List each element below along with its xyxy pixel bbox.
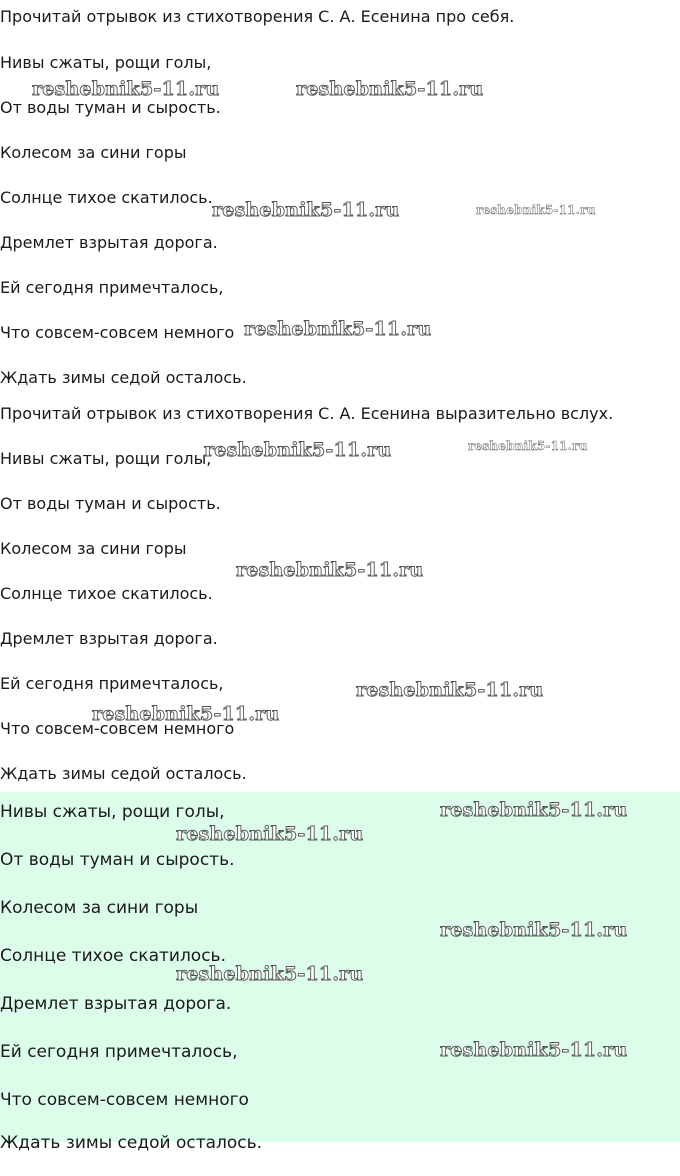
poem-line: Колесом за сини горы [0, 898, 199, 918]
poem-line: Дремлет взрытая дорога. [0, 233, 218, 252]
watermark: reshebnik5-11.ru [476, 203, 596, 217]
poem-line: Солнце тихое скатилось. [0, 584, 213, 603]
watermark: reshebnik5-11.ru [296, 78, 484, 100]
poem-line: Солнце тихое скатилось. [0, 946, 226, 966]
poem-line: От воды туман и сырость. [0, 494, 221, 513]
poem-line: Ей сегодня примечталось, [0, 1042, 238, 1062]
poem-line: Что совсем-совсем немного [0, 1090, 249, 1110]
poem-line: Ждать зимы седой осталось. [0, 764, 247, 783]
poem-line: Что совсем-совсем немного [0, 323, 235, 342]
watermark: reshebnik5-11.ru [244, 318, 432, 340]
poem-line: От воды туман и сырость. [0, 850, 235, 870]
watermark: reshebnik5-11.ru [468, 439, 588, 453]
poem-line: Колесом за сини горы [0, 539, 187, 558]
poem-line: Нивы сжаты, рощи голы, [0, 802, 225, 822]
watermark: reshebnik5-11.ru [92, 703, 280, 725]
poem-line: Дремлет взрытая дорога. [0, 994, 232, 1014]
poem-line: Ей сегодня примечталось, [0, 674, 224, 693]
watermark: reshebnik5-11.ru [176, 823, 364, 845]
watermark: reshebnik5-11.ru [212, 199, 400, 221]
watermark: reshebnik5-11.ru [236, 559, 424, 581]
poem-line: Ждать зимы седой осталось. [0, 368, 247, 387]
poem-line-clipped: Ждать зимы седой осталось. [0, 1133, 263, 1153]
watermark: reshebnik5-11.ru [440, 799, 628, 821]
watermark: reshebnik5-11.ru [204, 439, 392, 461]
poem-line: Нивы сжаты, рощи голы, [0, 53, 212, 72]
poem-line: Колесом за сини горы [0, 143, 187, 162]
watermark: reshebnik5-11.ru [356, 679, 544, 701]
watermark: reshebnik5-11.ru [176, 963, 364, 985]
poem-line: Нивы сжаты, рощи голы, [0, 449, 212, 468]
poem-line: Ей сегодня примечталось, [0, 278, 224, 297]
section2-title: Прочитай отрывок из стихотворения С. А. Есенина выразительно вслух. [0, 404, 614, 423]
poem-line: Дремлет взрытая дорога. [0, 629, 218, 648]
poem-line: Что совсем-совсем немного [0, 719, 235, 738]
section1-title: Прочитай отрывок из стихотворения С. А. Есенина про себя. [0, 7, 515, 26]
watermark: reshebnik5-11.ru [440, 1039, 628, 1061]
watermark: reshebnik5-11.ru [32, 78, 220, 100]
poem-line: От воды туман и сырость. [0, 98, 221, 117]
poem-line: Солнце тихое скатилось. [0, 188, 213, 207]
watermark: reshebnik5-11.ru [440, 919, 628, 941]
